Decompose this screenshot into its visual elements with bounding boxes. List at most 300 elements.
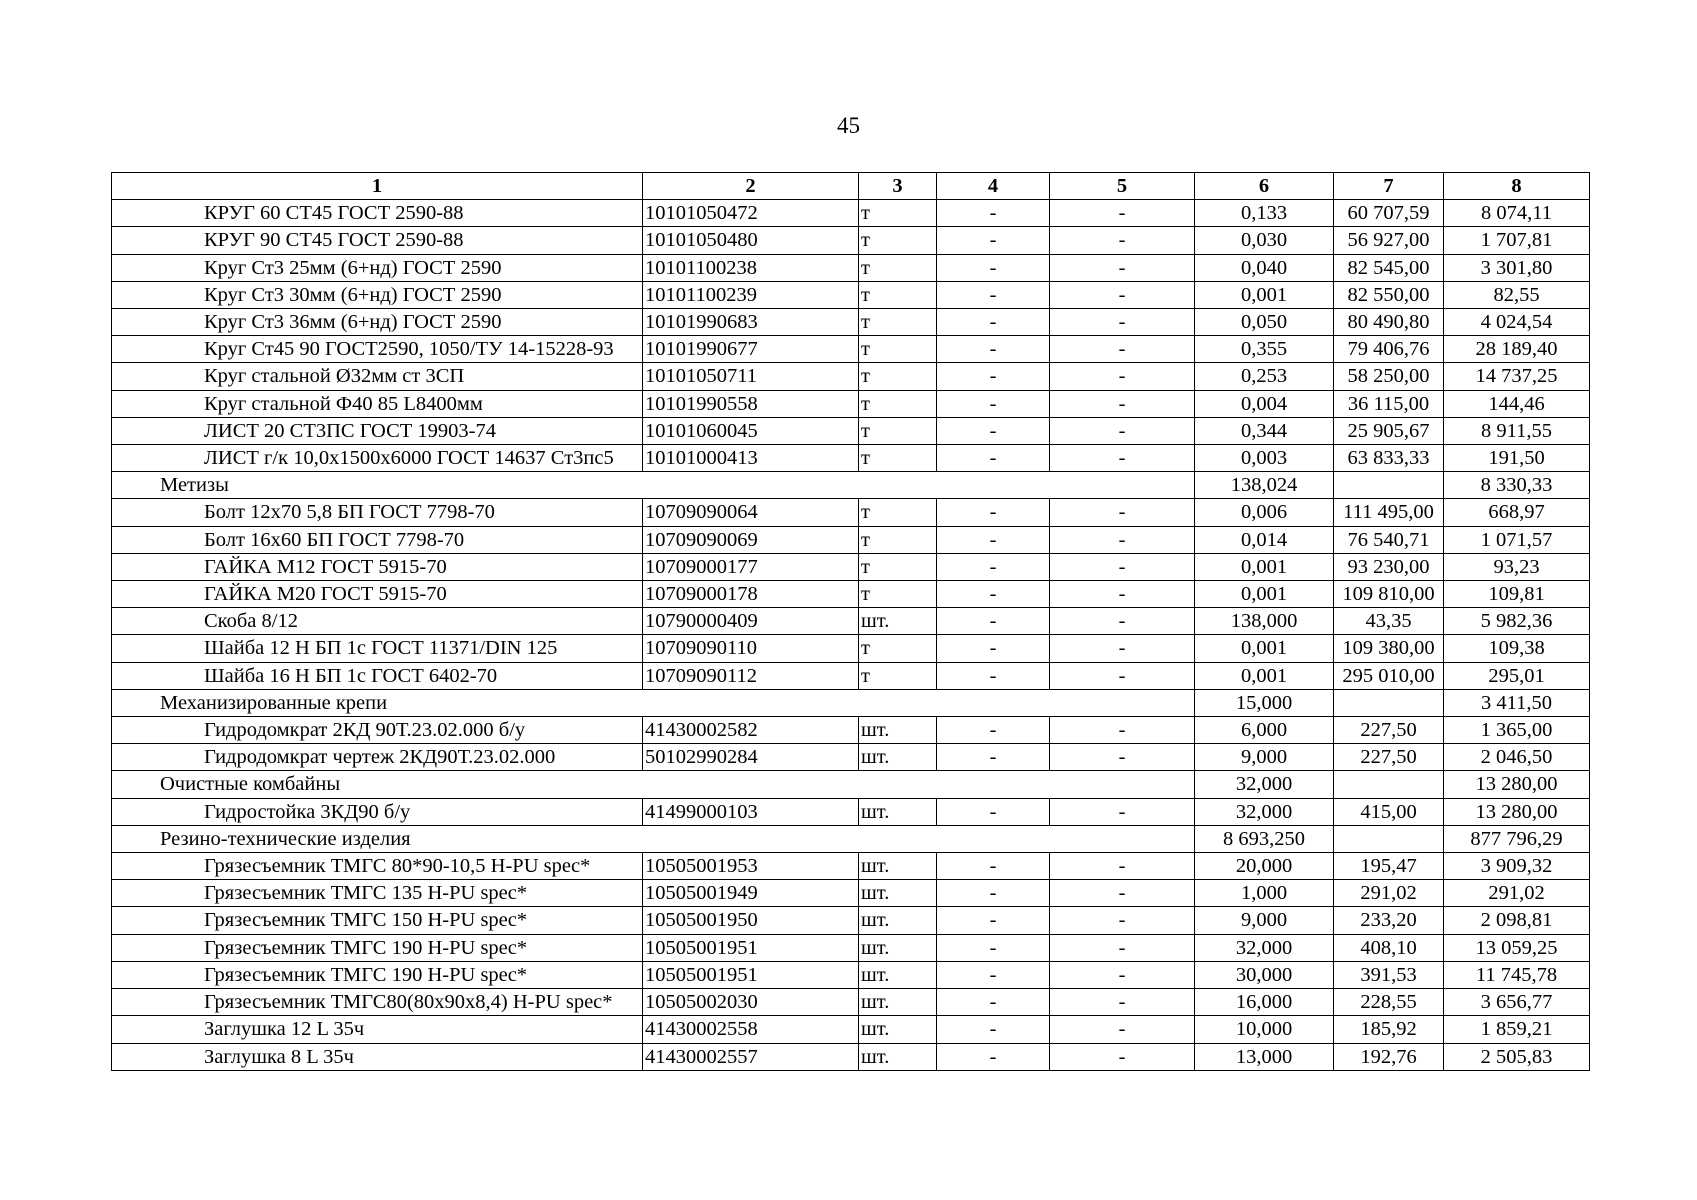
item-name: Круг стальной Ø32мм ст 3СП bbox=[204, 365, 465, 388]
column-5-cell: - bbox=[1050, 390, 1195, 417]
column-header: 4 bbox=[937, 173, 1050, 200]
sum-cell: 668,97 bbox=[1444, 499, 1590, 526]
sum-cell: 2 046,50 bbox=[1444, 744, 1590, 771]
column-5-cell: - bbox=[1050, 363, 1195, 390]
quantity-cell: 1,000 bbox=[1195, 880, 1334, 907]
quantity-cell: 0,001 bbox=[1195, 662, 1334, 689]
column-4-cell: - bbox=[937, 526, 1050, 553]
column-4-cell: - bbox=[937, 880, 1050, 907]
item-name: Круг Ст3 25мм (6+нд) ГОСТ 2590 bbox=[204, 256, 502, 279]
table-row bbox=[112, 363, 1590, 390]
group-row bbox=[112, 771, 1590, 798]
quantity-cell: 0,014 bbox=[1195, 526, 1334, 553]
column-5-cell: - bbox=[1050, 635, 1195, 662]
unit-cell: шт. bbox=[859, 744, 937, 771]
quantity-cell: 0,133 bbox=[1195, 200, 1334, 227]
table-row bbox=[112, 1016, 1590, 1043]
group-name: Очистные комбайны bbox=[160, 773, 341, 796]
unit-cell: шт. bbox=[859, 934, 937, 961]
column-4-cell: - bbox=[937, 499, 1050, 526]
column-4-cell: - bbox=[937, 1016, 1050, 1043]
item-name-cell bbox=[112, 281, 643, 308]
column-4-cell: - bbox=[937, 608, 1050, 635]
item-name-cell bbox=[112, 390, 643, 417]
table-row bbox=[112, 853, 1590, 880]
column-4-cell: - bbox=[937, 662, 1050, 689]
table-body bbox=[112, 200, 1590, 1071]
column-4-cell: - bbox=[937, 281, 1050, 308]
table-row bbox=[112, 526, 1590, 553]
code-cell: 10505002030 bbox=[643, 989, 859, 1016]
item-name-cell bbox=[112, 254, 643, 281]
sum-cell: 14 737,25 bbox=[1444, 363, 1590, 390]
code-cell: 10101050480 bbox=[643, 227, 859, 254]
code-cell: 41430002557 bbox=[643, 1043, 859, 1070]
code-cell: 10709090110 bbox=[643, 635, 859, 662]
column-5-cell: - bbox=[1050, 254, 1195, 281]
column-4-cell: - bbox=[937, 961, 1050, 988]
quantity-cell: 0,344 bbox=[1195, 417, 1334, 444]
item-name: Заглушка 8 L 35ч bbox=[204, 1045, 354, 1068]
column-4-cell: - bbox=[937, 363, 1050, 390]
quantity-cell: 0,001 bbox=[1195, 553, 1334, 580]
column-4-cell: - bbox=[937, 254, 1050, 281]
price-cell: 109 380,00 bbox=[1334, 635, 1444, 662]
group-name: Метизы bbox=[160, 474, 229, 497]
price-cell: 111 495,00 bbox=[1334, 499, 1444, 526]
quantity-cell: 32,000 bbox=[1195, 798, 1334, 825]
quantity-cell: 138,024 bbox=[1195, 472, 1334, 499]
column-4-cell: - bbox=[937, 1043, 1050, 1070]
price-cell: 63 833,33 bbox=[1334, 445, 1444, 472]
item-name: Гидродомкрат 2КД 90Т.23.02.000 б/у bbox=[204, 719, 526, 742]
price-cell bbox=[1334, 472, 1444, 499]
sum-cell: 1 707,81 bbox=[1444, 227, 1590, 254]
item-name-cell bbox=[112, 853, 643, 880]
item-name: ГАЙКА М12 ГОСТ 5915-70 bbox=[204, 555, 447, 578]
sum-cell: 11 745,78 bbox=[1444, 961, 1590, 988]
item-name: КРУГ 60 СТ45 ГОСТ 2590-88 bbox=[204, 202, 464, 225]
column-4-cell: - bbox=[937, 853, 1050, 880]
column-header: 6 bbox=[1195, 173, 1334, 200]
quantity-cell: 15,000 bbox=[1195, 689, 1334, 716]
unit-cell: шт. bbox=[859, 853, 937, 880]
column-4-cell: - bbox=[937, 553, 1050, 580]
item-name: Гидродомкрат чертеж 2КД90Т.23.02.000 bbox=[204, 746, 556, 769]
code-cell: 10709090064 bbox=[643, 499, 859, 526]
code-cell: 10101990558 bbox=[643, 390, 859, 417]
sum-cell: 1 365,00 bbox=[1444, 717, 1590, 744]
unit-cell: т bbox=[859, 445, 937, 472]
sum-cell: 28 189,40 bbox=[1444, 336, 1590, 363]
sum-cell: 109,38 bbox=[1444, 635, 1590, 662]
code-cell: 10101060045 bbox=[643, 417, 859, 444]
quantity-cell: 20,000 bbox=[1195, 853, 1334, 880]
sum-cell: 13 280,00 bbox=[1444, 798, 1590, 825]
unit-cell: шт. bbox=[859, 907, 937, 934]
price-cell: 43,35 bbox=[1334, 608, 1444, 635]
column-4-cell: - bbox=[937, 227, 1050, 254]
sum-cell: 4 024,54 bbox=[1444, 309, 1590, 336]
unit-cell: т bbox=[859, 254, 937, 281]
item-name-cell bbox=[112, 907, 643, 934]
code-cell: 41430002558 bbox=[643, 1016, 859, 1043]
unit-cell: т bbox=[859, 309, 937, 336]
sum-cell: 1 071,57 bbox=[1444, 526, 1590, 553]
item-name-cell bbox=[112, 635, 643, 662]
sum-cell: 109,81 bbox=[1444, 581, 1590, 608]
item-name: Гидростойка 3КД90 б/у bbox=[204, 800, 411, 823]
unit-cell: т bbox=[859, 581, 937, 608]
item-name: Заглушка 12 L 35ч bbox=[204, 1018, 365, 1041]
table-row bbox=[112, 635, 1590, 662]
group-name-cell bbox=[112, 472, 1195, 499]
item-name: ЛИСТ г/к 10,0х1500х6000 ГОСТ 14637 Ст3пс5 bbox=[204, 447, 614, 470]
sum-cell: 295,01 bbox=[1444, 662, 1590, 689]
price-cell bbox=[1334, 771, 1444, 798]
column-5-cell: - bbox=[1050, 1016, 1195, 1043]
code-cell: 41430002582 bbox=[643, 717, 859, 744]
table-row bbox=[112, 961, 1590, 988]
column-4-cell: - bbox=[937, 934, 1050, 961]
column-5-cell: - bbox=[1050, 608, 1195, 635]
price-cell: 195,47 bbox=[1334, 853, 1444, 880]
price-cell: 60 707,59 bbox=[1334, 200, 1444, 227]
unit-cell: т bbox=[859, 499, 937, 526]
unit-cell: т bbox=[859, 417, 937, 444]
unit-cell: шт. bbox=[859, 989, 937, 1016]
group-row bbox=[112, 472, 1590, 499]
table-row bbox=[112, 227, 1590, 254]
price-cell: 58 250,00 bbox=[1334, 363, 1444, 390]
sum-cell: 3 656,77 bbox=[1444, 989, 1590, 1016]
item-name-cell bbox=[112, 961, 643, 988]
unit-cell: т bbox=[859, 635, 937, 662]
column-4-cell: - bbox=[937, 907, 1050, 934]
table-row bbox=[112, 989, 1590, 1016]
table-row bbox=[112, 336, 1590, 363]
item-name-cell bbox=[112, 880, 643, 907]
code-cell: 10101990683 bbox=[643, 309, 859, 336]
column-4-cell: - bbox=[937, 989, 1050, 1016]
item-name: Грязесъемник ТМГС 80*90-10,5 H-PU spec* bbox=[204, 855, 591, 878]
item-name-cell bbox=[112, 717, 643, 744]
code-cell: 10505001951 bbox=[643, 961, 859, 988]
quantity-cell: 0,004 bbox=[1195, 390, 1334, 417]
table-row bbox=[112, 553, 1590, 580]
code-cell: 10505001950 bbox=[643, 907, 859, 934]
group-name-cell bbox=[112, 825, 1195, 852]
quantity-cell: 10,000 bbox=[1195, 1016, 1334, 1043]
sum-cell: 1 859,21 bbox=[1444, 1016, 1590, 1043]
item-name: Скоба 8/12 bbox=[204, 610, 298, 633]
price-cell: 56 927,00 bbox=[1334, 227, 1444, 254]
table-row bbox=[112, 662, 1590, 689]
item-name: Шайба 12 Н БП 1с ГОСТ 11371/DIN 125 bbox=[204, 637, 558, 660]
item-name: Грязесъемник ТМГС80(80х90х8,4) H-PU spec* bbox=[204, 991, 613, 1014]
price-cell: 82 550,00 bbox=[1334, 281, 1444, 308]
column-5-cell: - bbox=[1050, 1043, 1195, 1070]
price-cell: 192,76 bbox=[1334, 1043, 1444, 1070]
item-name: Болт 16х60 БП ГОСТ 7798-70 bbox=[204, 528, 465, 551]
price-cell: 80 490,80 bbox=[1334, 309, 1444, 336]
item-name-cell bbox=[112, 445, 643, 472]
quantity-cell: 9,000 bbox=[1195, 744, 1334, 771]
table-row bbox=[112, 608, 1590, 635]
code-cell: 10101990677 bbox=[643, 336, 859, 363]
price-cell: 295 010,00 bbox=[1334, 662, 1444, 689]
unit-cell: шт. bbox=[859, 880, 937, 907]
quantity-cell: 16,000 bbox=[1195, 989, 1334, 1016]
table-row bbox=[112, 934, 1590, 961]
price-cell: 76 540,71 bbox=[1334, 526, 1444, 553]
quantity-cell: 8 693,250 bbox=[1195, 825, 1334, 852]
column-4-cell: - bbox=[937, 581, 1050, 608]
column-5-cell: - bbox=[1050, 907, 1195, 934]
unit-cell: шт. bbox=[859, 961, 937, 988]
item-name-cell bbox=[112, 553, 643, 580]
item-name-cell bbox=[112, 798, 643, 825]
item-name-cell bbox=[112, 363, 643, 390]
code-cell: 10709090112 bbox=[643, 662, 859, 689]
sum-cell: 877 796,29 bbox=[1444, 825, 1590, 852]
sum-cell: 13 059,25 bbox=[1444, 934, 1590, 961]
column-4-cell: - bbox=[937, 309, 1050, 336]
item-name-cell bbox=[112, 227, 643, 254]
quantity-cell: 0,003 bbox=[1195, 445, 1334, 472]
item-name-cell bbox=[112, 309, 643, 336]
column-5-cell: - bbox=[1050, 989, 1195, 1016]
column-5-cell: - bbox=[1050, 417, 1195, 444]
sum-cell: 8 074,11 bbox=[1444, 200, 1590, 227]
item-name: Грязесъемник ТМГС 190 H-PU spec* bbox=[204, 963, 528, 986]
item-name-cell bbox=[112, 662, 643, 689]
item-name-cell bbox=[112, 336, 643, 363]
column-header: 7 bbox=[1334, 173, 1444, 200]
table-row bbox=[112, 744, 1590, 771]
sum-cell: 8 330,33 bbox=[1444, 472, 1590, 499]
item-name-cell bbox=[112, 1043, 643, 1070]
unit-cell: т bbox=[859, 662, 937, 689]
column-header: 2 bbox=[643, 173, 859, 200]
item-name: Грязесъемник ТМГС 150 H-PU spec* bbox=[204, 909, 528, 932]
item-name-cell bbox=[112, 499, 643, 526]
table-row bbox=[112, 1043, 1590, 1070]
column-5-cell: - bbox=[1050, 336, 1195, 363]
code-cell: 10101050472 bbox=[643, 200, 859, 227]
item-name: Шайба 16 Н БП 1с ГОСТ 6402-70 bbox=[204, 664, 498, 687]
sum-cell: 3 301,80 bbox=[1444, 254, 1590, 281]
code-cell: 10709090069 bbox=[643, 526, 859, 553]
column-4-cell: - bbox=[937, 417, 1050, 444]
item-name: Круг Ст45 90 ГОСТ2590, 1050/ТУ 14-15228-93 bbox=[204, 338, 614, 361]
item-name: Круг Ст3 36мм (6+нд) ГОСТ 2590 bbox=[204, 311, 502, 334]
unit-cell: т bbox=[859, 390, 937, 417]
column-5-cell: - bbox=[1050, 309, 1195, 336]
quantity-cell: 0,001 bbox=[1195, 635, 1334, 662]
code-cell: 41499000103 bbox=[643, 798, 859, 825]
item-name: Грязесъемник ТМГС 190 H-PU spec* bbox=[204, 936, 528, 959]
column-5-cell: - bbox=[1050, 717, 1195, 744]
table-row bbox=[112, 445, 1590, 472]
quantity-cell: 0,001 bbox=[1195, 281, 1334, 308]
column-5-cell: - bbox=[1050, 934, 1195, 961]
table-row bbox=[112, 309, 1590, 336]
table-row bbox=[112, 281, 1590, 308]
code-cell: 10790000409 bbox=[643, 608, 859, 635]
materials-table bbox=[111, 172, 1590, 1071]
price-cell: 391,53 bbox=[1334, 961, 1444, 988]
unit-cell: т bbox=[859, 553, 937, 580]
column-5-cell: - bbox=[1050, 581, 1195, 608]
price-cell: 408,10 bbox=[1334, 934, 1444, 961]
item-name: ГАЙКА М20 ГОСТ 5915-70 bbox=[204, 583, 447, 606]
column-5-cell: - bbox=[1050, 499, 1195, 526]
header-row bbox=[112, 173, 1590, 200]
price-cell: 79 406,76 bbox=[1334, 336, 1444, 363]
page-number: 45 bbox=[837, 113, 860, 138]
quantity-cell: 32,000 bbox=[1195, 771, 1334, 798]
unit-cell: т bbox=[859, 227, 937, 254]
quantity-cell: 13,000 bbox=[1195, 1043, 1334, 1070]
column-5-cell: - bbox=[1050, 281, 1195, 308]
column-5-cell: - bbox=[1050, 880, 1195, 907]
column-4-cell: - bbox=[937, 798, 1050, 825]
column-5-cell: - bbox=[1050, 961, 1195, 988]
column-header: 1 bbox=[112, 173, 643, 200]
table-row bbox=[112, 254, 1590, 281]
unit-cell: шт. bbox=[859, 1043, 937, 1070]
group-name-cell bbox=[112, 771, 1195, 798]
item-name: ЛИСТ 20 СТ3ПС ГОСТ 19903-74 bbox=[204, 419, 496, 442]
code-cell: 10709000178 bbox=[643, 581, 859, 608]
item-name: Болт 12х70 5,8 БП ГОСТ 7798-70 bbox=[204, 501, 495, 524]
price-cell: 291,02 bbox=[1334, 880, 1444, 907]
column-5-cell: - bbox=[1050, 853, 1195, 880]
column-4-cell: - bbox=[937, 635, 1050, 662]
table-row bbox=[112, 907, 1590, 934]
unit-cell: шт. bbox=[859, 1016, 937, 1043]
price-cell bbox=[1334, 825, 1444, 852]
column-5-cell: - bbox=[1050, 200, 1195, 227]
sum-cell: 291,02 bbox=[1444, 880, 1590, 907]
column-4-cell: - bbox=[937, 336, 1050, 363]
unit-cell: шт. bbox=[859, 717, 937, 744]
quantity-cell: 0,050 bbox=[1195, 309, 1334, 336]
quantity-cell: 0,040 bbox=[1195, 254, 1334, 281]
group-row bbox=[112, 689, 1590, 716]
column-5-cell: - bbox=[1050, 227, 1195, 254]
sum-cell: 5 982,36 bbox=[1444, 608, 1590, 635]
code-cell: 10101100238 bbox=[643, 254, 859, 281]
column-header: 8 bbox=[1444, 173, 1590, 200]
quantity-cell: 9,000 bbox=[1195, 907, 1334, 934]
table-row bbox=[112, 390, 1590, 417]
item-name: Грязесъемник ТМГС 135 H-PU spec* bbox=[204, 882, 528, 905]
group-name-cell bbox=[112, 689, 1195, 716]
item-name-cell bbox=[112, 581, 643, 608]
item-name-cell bbox=[112, 200, 643, 227]
quantity-cell: 0,253 bbox=[1195, 363, 1334, 390]
sum-cell: 82,55 bbox=[1444, 281, 1590, 308]
code-cell: 10709000177 bbox=[643, 553, 859, 580]
price-cell: 109 810,00 bbox=[1334, 581, 1444, 608]
price-cell: 415,00 bbox=[1334, 798, 1444, 825]
unit-cell: т bbox=[859, 363, 937, 390]
item-name-cell bbox=[112, 989, 643, 1016]
sum-cell: 191,50 bbox=[1444, 445, 1590, 472]
sum-cell: 3 411,50 bbox=[1444, 689, 1590, 716]
column-4-cell: - bbox=[937, 744, 1050, 771]
code-cell: 50102990284 bbox=[643, 744, 859, 771]
column-4-cell: - bbox=[937, 717, 1050, 744]
table-row bbox=[112, 798, 1590, 825]
code-cell: 10101050711 bbox=[643, 363, 859, 390]
quantity-cell: 0,001 bbox=[1195, 581, 1334, 608]
column-5-cell: - bbox=[1050, 445, 1195, 472]
quantity-cell: 30,000 bbox=[1195, 961, 1334, 988]
price-cell: 233,20 bbox=[1334, 907, 1444, 934]
quantity-cell: 32,000 bbox=[1195, 934, 1334, 961]
item-name: Круг стальной Ф40 85 L8400мм bbox=[204, 392, 483, 415]
column-5-cell: - bbox=[1050, 662, 1195, 689]
price-cell: 93 230,00 bbox=[1334, 553, 1444, 580]
unit-cell: т bbox=[859, 281, 937, 308]
column-4-cell: - bbox=[937, 200, 1050, 227]
table-row bbox=[112, 200, 1590, 227]
column-4-cell: - bbox=[937, 445, 1050, 472]
unit-cell: т bbox=[859, 526, 937, 553]
item-name: Круг Ст3 30мм (6+нд) ГОСТ 2590 bbox=[204, 283, 502, 306]
sum-cell: 93,23 bbox=[1444, 553, 1590, 580]
quantity-cell: 0,006 bbox=[1195, 499, 1334, 526]
quantity-cell: 6,000 bbox=[1195, 717, 1334, 744]
price-cell bbox=[1334, 689, 1444, 716]
table-row bbox=[112, 499, 1590, 526]
unit-cell: т bbox=[859, 200, 937, 227]
table-row bbox=[112, 417, 1590, 444]
price-cell: 82 545,00 bbox=[1334, 254, 1444, 281]
price-cell: 25 905,67 bbox=[1334, 417, 1444, 444]
code-cell: 10101000413 bbox=[643, 445, 859, 472]
item-name: КРУГ 90 СТ45 ГОСТ 2590-88 bbox=[204, 229, 464, 252]
group-row bbox=[112, 825, 1590, 852]
group-name: Резино-технические изделия bbox=[160, 827, 411, 850]
column-5-cell: - bbox=[1050, 744, 1195, 771]
column-header: 5 bbox=[1050, 173, 1195, 200]
unit-cell: т bbox=[859, 336, 937, 363]
price-cell: 36 115,00 bbox=[1334, 390, 1444, 417]
code-cell: 10505001953 bbox=[643, 853, 859, 880]
item-name-cell bbox=[112, 526, 643, 553]
sum-cell: 8 911,55 bbox=[1444, 417, 1590, 444]
price-cell: 228,55 bbox=[1334, 989, 1444, 1016]
unit-cell: шт. bbox=[859, 608, 937, 635]
quantity-cell: 0,030 bbox=[1195, 227, 1334, 254]
sum-cell: 144,46 bbox=[1444, 390, 1590, 417]
sum-cell: 13 280,00 bbox=[1444, 771, 1590, 798]
column-header: 3 bbox=[859, 173, 937, 200]
price-cell: 185,92 bbox=[1334, 1016, 1444, 1043]
item-name-cell bbox=[112, 608, 643, 635]
table-row bbox=[112, 717, 1590, 744]
table-row bbox=[112, 880, 1590, 907]
group-name: Механизированные крепи bbox=[160, 691, 388, 714]
price-cell: 227,50 bbox=[1334, 717, 1444, 744]
column-5-cell: - bbox=[1050, 798, 1195, 825]
item-name-cell bbox=[112, 744, 643, 771]
column-5-cell: - bbox=[1050, 526, 1195, 553]
